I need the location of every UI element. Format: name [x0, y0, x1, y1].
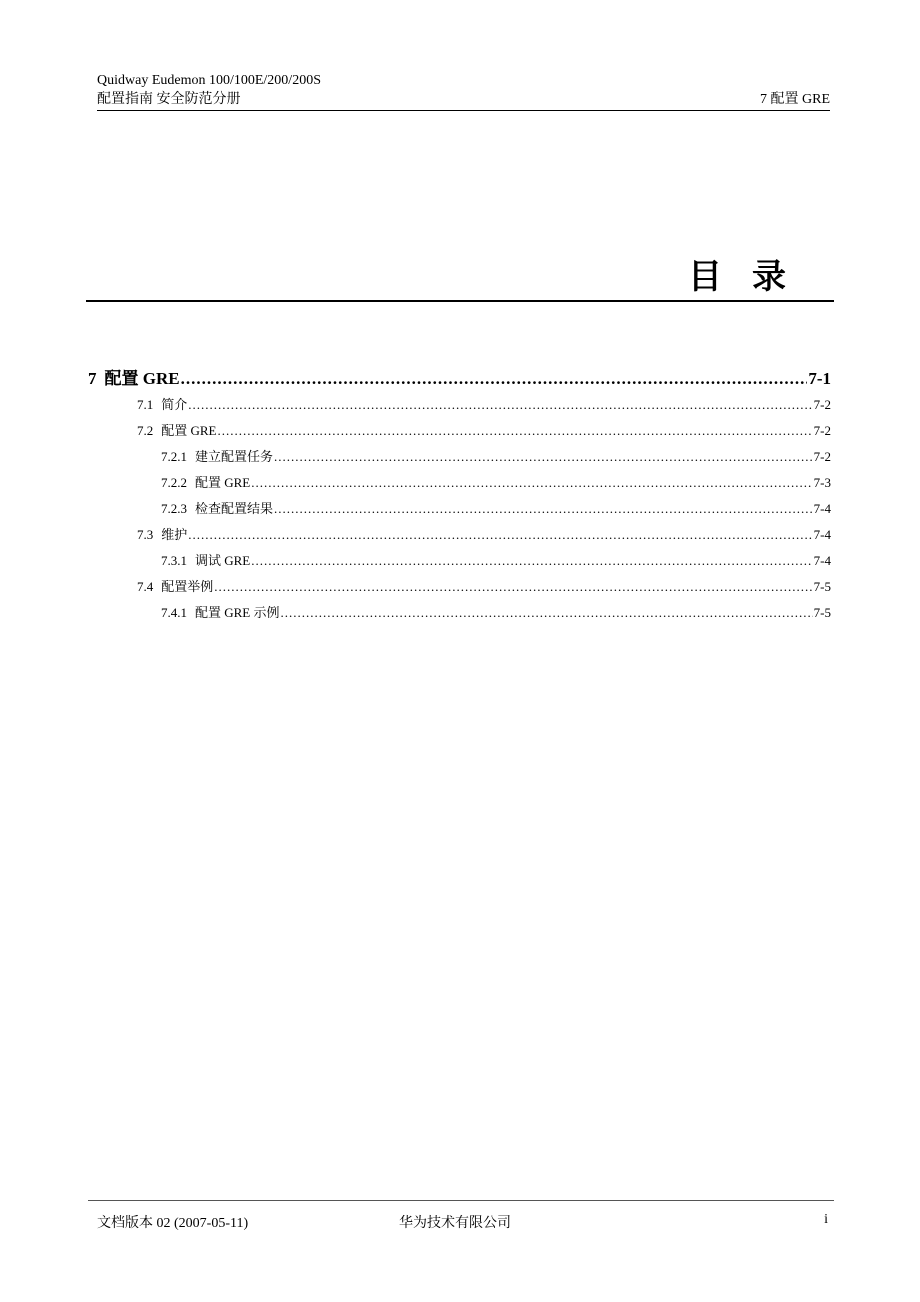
toc-entry-title: 配置举例	[161, 579, 214, 594]
toc-entry-page: 7-4	[813, 527, 831, 542]
header-manual: 配置指南 安全防范分册	[97, 92, 241, 107]
toc-entry-title: 简介	[161, 397, 188, 412]
toc-leader-dots	[251, 548, 812, 574]
toc-entry-page: 7-4	[813, 501, 831, 516]
toc-leader-dots	[218, 418, 813, 444]
header-chapter: 7 配置 GRE	[760, 92, 830, 107]
header-product: Quidway Eudemon 100/100E/200/200S	[97, 73, 321, 88]
toc-entry-number: 7.3.1	[161, 553, 187, 568]
toc-entry-number: 7.4	[137, 579, 154, 594]
footer-rule	[88, 1200, 834, 1201]
toc-entry-number: 7.1	[137, 397, 154, 412]
toc-entry-title: 配置 GRE 示例	[195, 605, 280, 620]
toc-entry[interactable]	[88, 574, 831, 600]
toc-entry[interactable]	[88, 444, 831, 470]
toc-entry[interactable]	[88, 496, 831, 522]
toc-entry-title: 调试 GRE	[195, 553, 251, 568]
toc-entry-number: 7.2	[137, 423, 154, 438]
toc-entry-number: 7.2.3	[161, 501, 187, 516]
toc-title: 目录	[688, 257, 816, 297]
toc-entry-page: 7-1	[808, 369, 831, 388]
title-rule	[86, 300, 834, 302]
toc-entry-title: 配置 GRE	[195, 475, 251, 490]
toc-entry-number: 7.3	[137, 527, 154, 542]
toc-entry-title: 检查配置结果	[195, 501, 274, 516]
toc-entry-title: 维护	[161, 527, 188, 542]
toc-leader-dots	[188, 392, 812, 418]
toc-entry[interactable]	[88, 522, 831, 548]
toc-entry[interactable]	[88, 470, 831, 496]
toc-leader-dots	[188, 522, 812, 548]
footer-page-number: i	[824, 1212, 828, 1227]
toc-entry-title: 配置 GRE	[161, 423, 217, 438]
footer-version: 文档版本 02 (2007-05-11)	[97, 1216, 249, 1231]
toc-entry-page: 7-2	[813, 423, 831, 438]
toc-entry-title: 配置 GRE	[104, 369, 180, 388]
toc-entry-number: 7.2.1	[161, 449, 187, 464]
toc-entry[interactable]	[88, 418, 831, 444]
toc-entry[interactable]	[88, 600, 831, 626]
toc-leader-dots	[274, 496, 813, 522]
toc-entry[interactable]	[88, 548, 831, 574]
toc-entry[interactable]	[88, 366, 831, 392]
toc-entry-page: 7-4	[813, 553, 831, 568]
toc-entry-page: 7-5	[813, 579, 831, 594]
toc-entry-number: 7.2.2	[161, 475, 187, 490]
toc-entry-number: 7.4.1	[161, 605, 187, 620]
table-of-contents	[88, 366, 831, 626]
toc-entry-page: 7-5	[813, 605, 831, 620]
toc-entry-page: 7-2	[813, 397, 831, 412]
toc-leader-dots	[214, 574, 812, 600]
toc-leader-dots	[251, 470, 812, 496]
toc-entry-page: 7-2	[813, 449, 831, 464]
toc-entry-page: 7-3	[813, 475, 831, 490]
toc-entry-number: 7	[88, 369, 97, 388]
toc-leader-dots	[274, 444, 813, 470]
footer-company: 华为技术有限公司	[399, 1216, 511, 1231]
toc-entry-title: 建立配置任务	[195, 449, 274, 464]
toc-entry[interactable]	[88, 392, 831, 418]
toc-leader-dots	[281, 600, 813, 626]
page-header	[97, 72, 830, 111]
toc-leader-dots	[181, 366, 808, 392]
